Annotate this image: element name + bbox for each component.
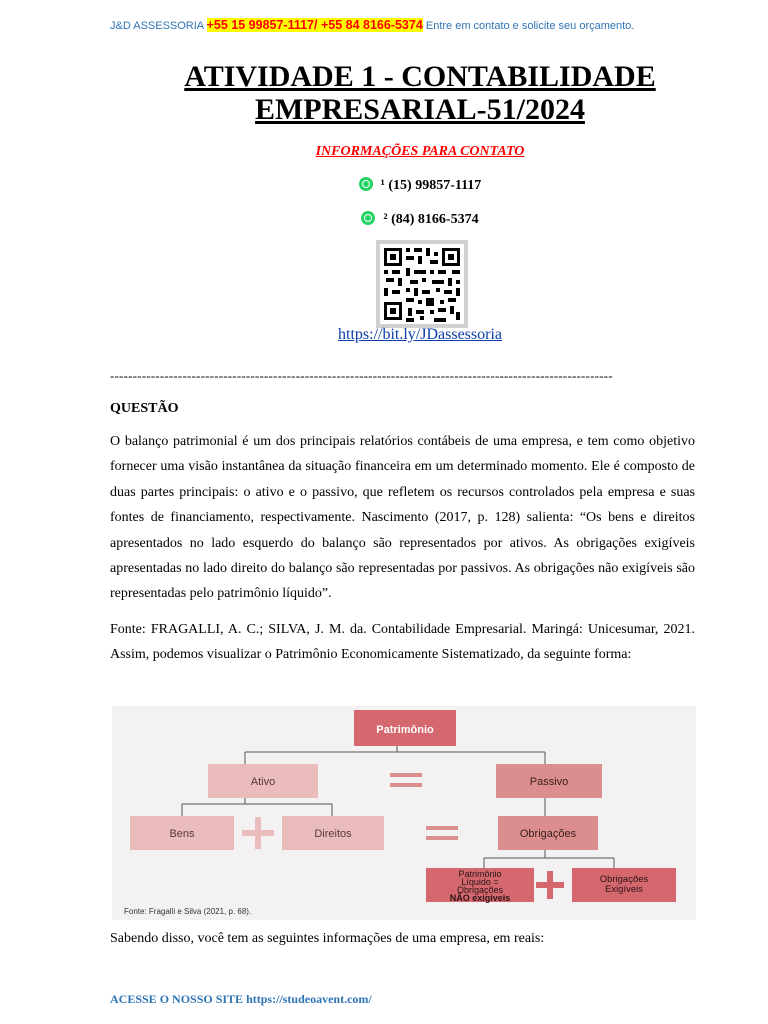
pl-label-3: Obrigações — [456, 885, 504, 895]
question-paragraph-2: Fonte: FRAGALLI, A. C.; SILVA, J. M. da. Contabilidade Empresarial. Maringá: Unicesumar, 2021. Assim, podemos visualizar o Patrimônio Economicamente Sistematizado, da seguinte forma: — [110, 622, 695, 663]
footer-label: ACESSE O NOSSO SITE — [110, 992, 244, 1006]
title-line-2: EMPRESARIAL-51/2024 — [254, 93, 585, 126]
question-paragraph-1: O balanço patrimonial é um dos principais relatórios contábeis de uma empresa, e tem como objetivo fornecer uma visão instantânea da situação financeira em um determinado momento. Ele é composto de duas partes principais: o ativo e o passivo, que refletem os recursos controlados pela empresa e suas fontes de financiamento, respectivamente. Nascimento (2017, p. 128) salienta: “Os bens e direitos apresentados no lado esquerdo do balanço são representados por ativos. As obrigações exigíveis apresentadas no lado direito do balanço são representadas por passivos. As obrigações não exigíveis são representadas pelo patrimônio líquido”. — [110, 434, 695, 602]
diagram-source: Fonte: Fragalli e Silva (2021, p. 68). — [124, 907, 252, 916]
box-ativo-label: Ativo — [250, 776, 276, 788]
box-obrigacoes-label: Obrigações — [519, 828, 577, 840]
pl-label-2: Líquido = — [461, 877, 499, 887]
box-patrimonio-label: Patrimônio — [376, 724, 434, 736]
title-line-1: ATIVIDADE 1 - CONTABILIDADE — [184, 60, 656, 93]
qr-code-icon — [376, 240, 468, 328]
plus-sign-left — [242, 817, 274, 849]
phone-1-text: ¹ (15) 99857-1117 — [380, 178, 482, 193]
document-title — [110, 60, 730, 126]
exig-label-1: Obrigações — [599, 874, 649, 885]
equals-sign-top — [390, 773, 422, 787]
contact-phone-1 — [110, 177, 730, 194]
divider: --------------------------------------------------------------------------------------------------------------- — [110, 368, 613, 383]
patrimonio-diagram — [112, 706, 696, 920]
question-heading: QUESTÃO — [110, 401, 179, 416]
contact-heading: INFORMAÇÕES PARA CONTATO — [315, 144, 525, 159]
exig-label-2: Exigíveis — [604, 884, 644, 895]
phone-2-text: ² (84) 8166-5374 — [383, 212, 479, 227]
pl-label-4: NÃO exigíveis — [449, 893, 511, 903]
header-cta: Entre em contato e solicite seu orçamento. — [425, 20, 635, 32]
header-phones: +55 15 99857-1117/ +55 84 8166-5374 — [206, 18, 423, 32]
box-bens-label: Bens — [169, 828, 195, 840]
diagram-svg — [112, 706, 696, 920]
pl-label-1: Patrimônio — [458, 869, 502, 879]
page-footer — [110, 992, 372, 1007]
plus-sign-right — [536, 871, 564, 899]
contact-link[interactable]: https://bit.ly/JDassessoria — [338, 326, 502, 343]
contact-phone-2 — [110, 211, 730, 228]
whatsapp-icon — [361, 211, 375, 225]
company-name: J&D ASSESSORIA — [110, 20, 204, 32]
qr-code[interactable] — [376, 240, 468, 328]
question-paragraph-3: Sabendo disso, você tem as seguintes informações de uma empresa, em reais: — [110, 931, 545, 946]
whatsapp-icon — [359, 177, 373, 191]
box-passivo-label: Passivo — [529, 776, 569, 788]
page-header — [110, 18, 670, 32]
equals-sign-middle — [426, 826, 458, 840]
box-direitos-label: Direitos — [314, 828, 352, 840]
footer-url[interactable]: https://studeoavent.com/ — [246, 992, 372, 1006]
